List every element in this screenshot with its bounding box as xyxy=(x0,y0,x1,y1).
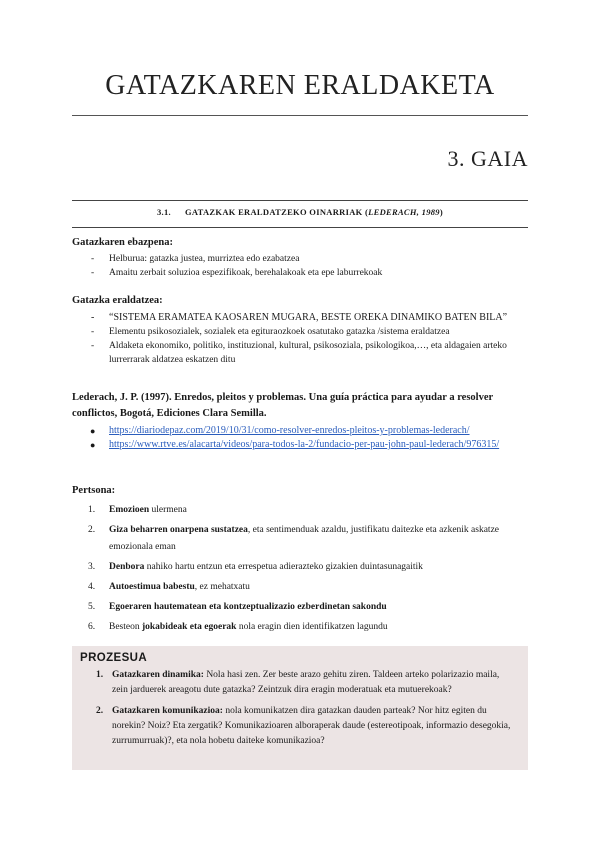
list-item: 5. Egoeraren hautematean eta kontzeptualizazio ezberdinetan sakondu xyxy=(88,602,387,612)
section-rule-bottom xyxy=(72,227,528,228)
eraldatzea-list xyxy=(72,310,528,367)
ebazpena-block xyxy=(72,236,528,280)
pertsona-block xyxy=(72,484,528,639)
reference-links xyxy=(72,424,528,452)
list-item: 4. Autoestimua babestu, ez mehatxatu xyxy=(88,582,250,592)
list-item: - Elementu psikosozialek, sozialek eta egituraozkoek osatutako gatazka /sistema eraldatzea xyxy=(91,327,450,337)
reference-citation: Lederach, J. P. (1997). Enredos, pleitos y problemas. Una guía práctica para ayudar a resolver conflictos, Bogotá, Ediciones Clara Semilla. xyxy=(72,392,493,419)
prozesua-list xyxy=(80,668,516,755)
section-citation: LEDERACH, 1989 xyxy=(368,207,440,217)
list-item: 3. Denbora nahiko hartu entzun eta errespetua adierazteko gizakien duintasunagaitik xyxy=(88,562,423,572)
pertsona-list xyxy=(72,502,528,636)
reference-link[interactable]: ● https://www.rtve.es/alacarta/videos/para-todos-la-2/fundacio-per-pau-john-paul-lederach/976315/ xyxy=(90,439,500,450)
list-item: - Aldaketa ekonomiko, politiko, instituzional, kultural, psikosoziala, psikologikoa,…, eta aldagaien arteko lurrerrarak aldatzea eskatzen ditu xyxy=(91,341,507,365)
list-item: 1. Emozioen ulermena xyxy=(88,505,187,515)
reference-link[interactable]: ● https://diariodepaz.com/2019/10/31/como-resolver-enredos-pleitos-y-problemas-lederach/ xyxy=(90,425,470,436)
section-close: ) xyxy=(439,207,443,217)
bullet-icon: ● xyxy=(90,440,96,450)
prozesua-box xyxy=(72,646,528,770)
eraldatzea-heading: Gatazka eraldatzea: xyxy=(72,295,163,306)
chapter-label: 3. GAIA xyxy=(447,146,528,171)
section-rule-top xyxy=(72,200,528,201)
prozesua-heading: PROZESUA xyxy=(80,652,148,664)
ebazpena-list xyxy=(72,252,528,280)
eraldatzea-block xyxy=(72,294,528,367)
reference-block xyxy=(72,390,528,452)
ebazpena-heading: Gatazkaren ebazpena: xyxy=(72,237,174,248)
title-underline xyxy=(72,115,528,116)
list-item: 2. Gatazkaren komunikazioa: nola komunikatzen dira gatazkan dauden parteak? Nor hitz egiten du norekin? Noiz? Eta zergatik? Komunikazioaren alboraperak daude (estereotipoak, informazio desegokia, zurrumurruak)?, eta nola hobetu daiteke komunikazioa? xyxy=(96,706,511,746)
document-title: GATAZKAREN ERALDAKETA xyxy=(105,70,495,101)
section-heading xyxy=(72,207,528,217)
list-item: - Helburua: gatazka justea, murriztea edo ezabatzea xyxy=(91,254,300,264)
list-item: 6. Besteon jokabideak eta egoerak nola eragin dien identifikatzen lagundu xyxy=(88,622,388,632)
section-text: GATAZKAK ERALDATZEKO OINARRIAK ( xyxy=(184,207,369,217)
pertsona-heading: Pertsona: xyxy=(72,485,116,496)
list-item: 2. Giza beharren onarpena sustatzea, eta sentimenduak azaldu, justifikatu daitezke eta azkenik askatze emozionala eman xyxy=(88,525,500,552)
list-item: - “SISTEMA ERAMATEA KAOSAREN MUGARA, BESTE OREKA DINAMIKO BATEN BILA” xyxy=(91,312,508,323)
bullet-icon: ● xyxy=(90,426,96,436)
list-item: - Amaitu zerbait soluzioa espezifikoak, berehalakoak eta epe laburrekoak xyxy=(91,268,383,278)
list-item: 1. Gatazkaren dinamika: Nola hasi zen. Zer beste arazo gehitu ziren. Taldeen arteko polarizazio maila, zein jarduerek areagotu dute gatazka? Zeintzuk dira eragin moderatuak eta mutuerekoak? xyxy=(96,670,500,695)
section-number: 3.1. xyxy=(156,207,171,217)
